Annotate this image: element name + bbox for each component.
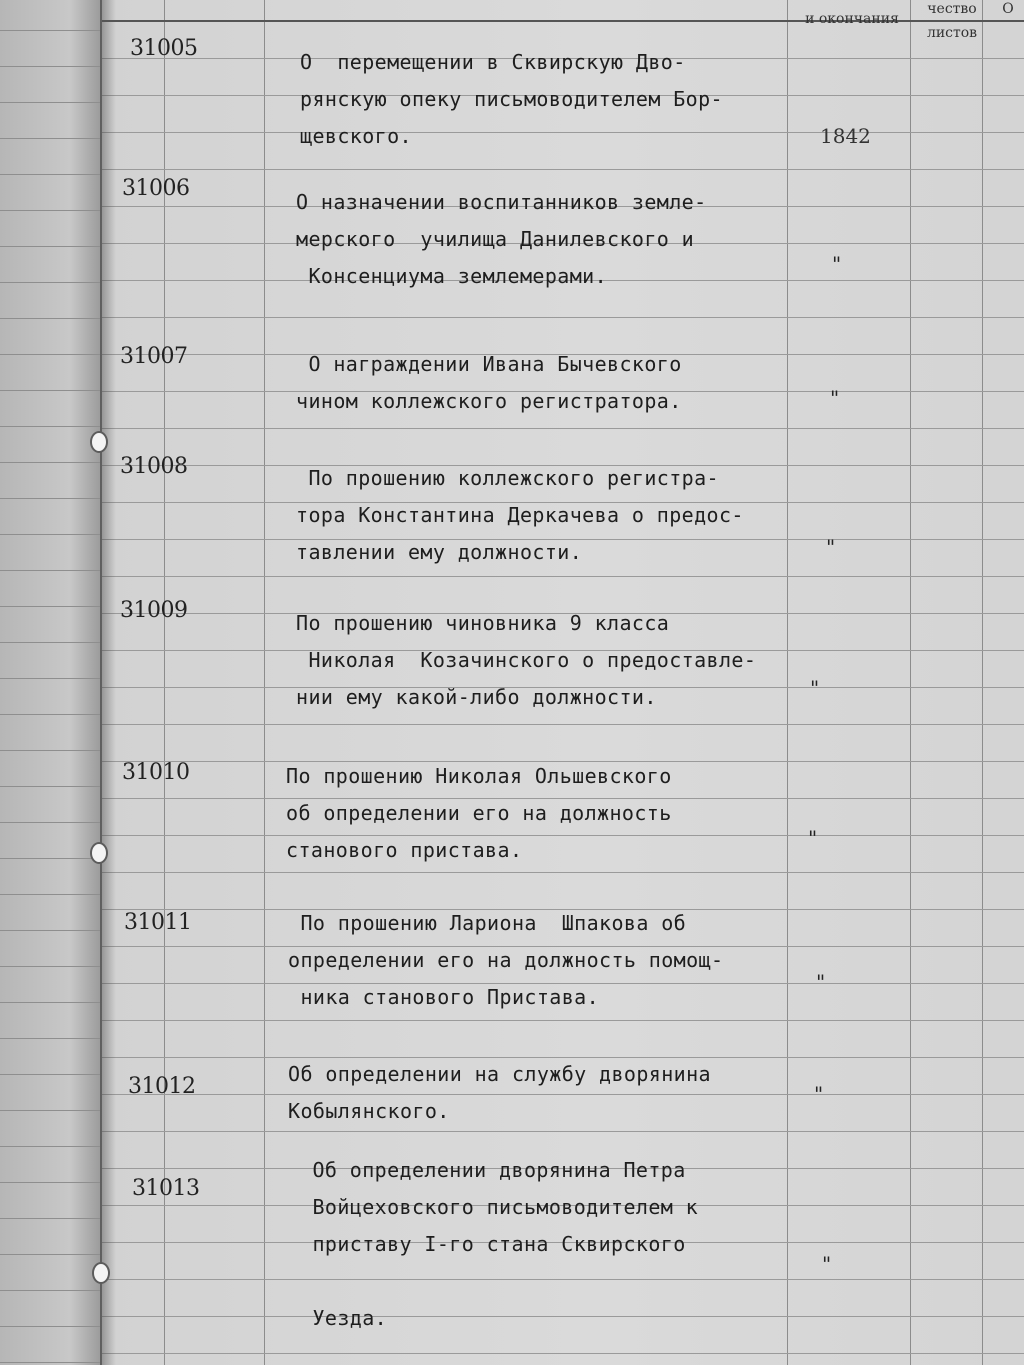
left-page-rule <box>0 246 100 247</box>
column-rule <box>910 0 911 1365</box>
entry-number: 31011 <box>124 910 192 935</box>
left-page-rule <box>0 318 100 319</box>
left-page-rule <box>0 390 100 391</box>
left-page-rule <box>0 1362 100 1363</box>
left-page-rule <box>0 966 100 967</box>
left-page-rule <box>0 462 100 463</box>
entry-description <box>286 758 672 869</box>
left-page-edge <box>0 0 102 1365</box>
left-page-rule <box>0 498 100 499</box>
left-page-rule <box>0 426 100 427</box>
entry-description-line: чином коллежского регистратора. <box>296 389 682 413</box>
left-page-rule <box>0 1074 100 1075</box>
entry-description-line: нии ему какой-либо должности. <box>296 685 657 709</box>
entry-number: 31005 <box>130 36 198 61</box>
left-page-rule <box>0 30 100 31</box>
left-page-rule <box>0 1038 100 1039</box>
entry-number: 31013 <box>132 1176 200 1201</box>
year-1842: 1842 <box>820 124 871 148</box>
row-rule <box>102 1353 1024 1354</box>
entry-description-line: рянскую опеку письмоводителем Бор- <box>300 87 723 111</box>
header-last-column: О <box>1002 1 1014 17</box>
row-rule <box>102 169 1024 170</box>
entry-description-line: О назначении воспитанников земле- <box>296 190 707 214</box>
entry-description-line: определении его на должность помощ- <box>288 948 724 972</box>
left-page-rule <box>0 1326 100 1327</box>
entry-description-line: По прошению Николая Ольшевского <box>286 764 672 788</box>
entry-description-line: О награждении Ивана Бычевского <box>296 352 682 376</box>
entry-description-line: По прошению чиновника 9 класса <box>296 611 670 635</box>
entry-description <box>296 184 707 295</box>
entry-number: 31006 <box>122 176 190 201</box>
entry-description-line: станового пристава. <box>286 838 523 862</box>
left-page-rule <box>0 750 100 751</box>
entry-description-line: приставу I-го стана Сквирского <box>300 1232 686 1256</box>
left-page-rule <box>0 894 100 895</box>
entry-description-line: ника станового Пристава. <box>288 985 600 1009</box>
row-rule <box>102 1020 1024 1021</box>
header-sheet-count <box>914 0 990 40</box>
column-rule <box>264 0 265 1365</box>
row-rule <box>102 724 1024 725</box>
entry-description <box>300 44 723 155</box>
entry-number: 31008 <box>120 454 188 479</box>
left-page-rule <box>0 210 100 211</box>
left-page-rule <box>0 642 100 643</box>
entry-description-line: О перемещении в Сквирскую Дво- <box>300 50 686 74</box>
left-page-rule <box>0 570 100 571</box>
entry-description-line: По прошению Лариона Шпакова об <box>288 911 687 935</box>
entry-description <box>296 346 682 420</box>
left-page-rule <box>0 714 100 715</box>
row-rule <box>102 1131 1024 1132</box>
left-page-rule <box>0 138 100 139</box>
row-rule <box>102 872 1024 873</box>
binding-hole <box>92 1262 110 1284</box>
entry-description-line: Об определении на службу дворянина <box>288 1062 711 1086</box>
ditto-mark: " <box>830 386 840 410</box>
left-page-rule <box>0 1254 100 1255</box>
entry-description-line <box>300 1263 698 1300</box>
left-page-rule <box>0 282 100 283</box>
entry-description <box>288 905 723 1016</box>
left-page-rule <box>0 534 100 535</box>
left-page-rule <box>0 1182 100 1183</box>
left-page-rule <box>0 174 100 175</box>
ditto-mark: " <box>832 252 842 276</box>
left-page-rule <box>0 822 100 823</box>
entry-number: 31009 <box>120 598 188 623</box>
left-page-rule <box>0 606 100 607</box>
ditto-mark: " <box>826 535 836 559</box>
entry-description-line: Об определении дворянина Петра <box>300 1158 686 1182</box>
entry-description <box>296 460 744 571</box>
left-page-rule <box>0 1218 100 1219</box>
left-page-rule <box>0 354 100 355</box>
binding-hole <box>90 431 108 453</box>
entry-description-line: Уезда. <box>300 1306 388 1330</box>
entry-description-line: По прошению коллежского регистра- <box>296 466 719 490</box>
entry-description-line: Кобылянского. <box>288 1099 450 1123</box>
entry-description-line: об определении его на должность <box>286 801 672 825</box>
left-page-rule <box>0 1290 100 1291</box>
left-page-rule <box>0 66 100 67</box>
entry-number: 31007 <box>120 344 188 369</box>
entry-description-line: щевского. <box>300 124 412 148</box>
column-rule <box>982 0 983 1365</box>
column-rule <box>787 0 788 1365</box>
entry-description <box>288 1056 711 1130</box>
left-page-rule <box>0 1110 100 1111</box>
column-rule <box>164 0 165 1365</box>
header-end-date: и окончания <box>805 11 899 27</box>
ditto-mark: " <box>822 1252 832 1276</box>
row-rule <box>102 576 1024 577</box>
entry-description-line: Николая Козачинского о предоставле- <box>296 648 757 672</box>
entry-description <box>296 605 756 716</box>
header-sheet-count-line1: чество <box>927 1 977 17</box>
entry-description-line: тавлении ему должности. <box>296 540 583 564</box>
entry-number: 31010 <box>122 760 190 785</box>
header-sheet-count-line2: листов <box>926 25 978 41</box>
ditto-mark: " <box>814 1082 824 1106</box>
left-page-rule <box>0 1002 100 1003</box>
row-rule <box>102 317 1024 318</box>
left-page-rule <box>0 786 100 787</box>
binding-hole <box>90 842 108 864</box>
ditto-mark: " <box>816 970 826 994</box>
left-page-rule <box>0 678 100 679</box>
left-page-rule <box>0 102 100 103</box>
entry-description-line: Консенциума землемерами. <box>296 264 608 288</box>
left-page-rule <box>0 930 100 931</box>
row-rule <box>102 428 1024 429</box>
entry-description <box>300 1152 698 1337</box>
binding-shadow <box>100 0 116 1365</box>
left-page-rule <box>0 858 100 859</box>
entry-description-line: Войцеховского письмоводителем к <box>300 1195 699 1219</box>
entry-description-line: мерского училища Данилевского и <box>296 227 695 251</box>
left-page-rule <box>0 1146 100 1147</box>
entry-description-line: тора Константина Деркачева о предос- <box>296 503 744 527</box>
entry-number: 31012 <box>128 1074 196 1099</box>
ditto-mark: " <box>808 826 818 850</box>
ditto-mark: " <box>810 676 820 700</box>
